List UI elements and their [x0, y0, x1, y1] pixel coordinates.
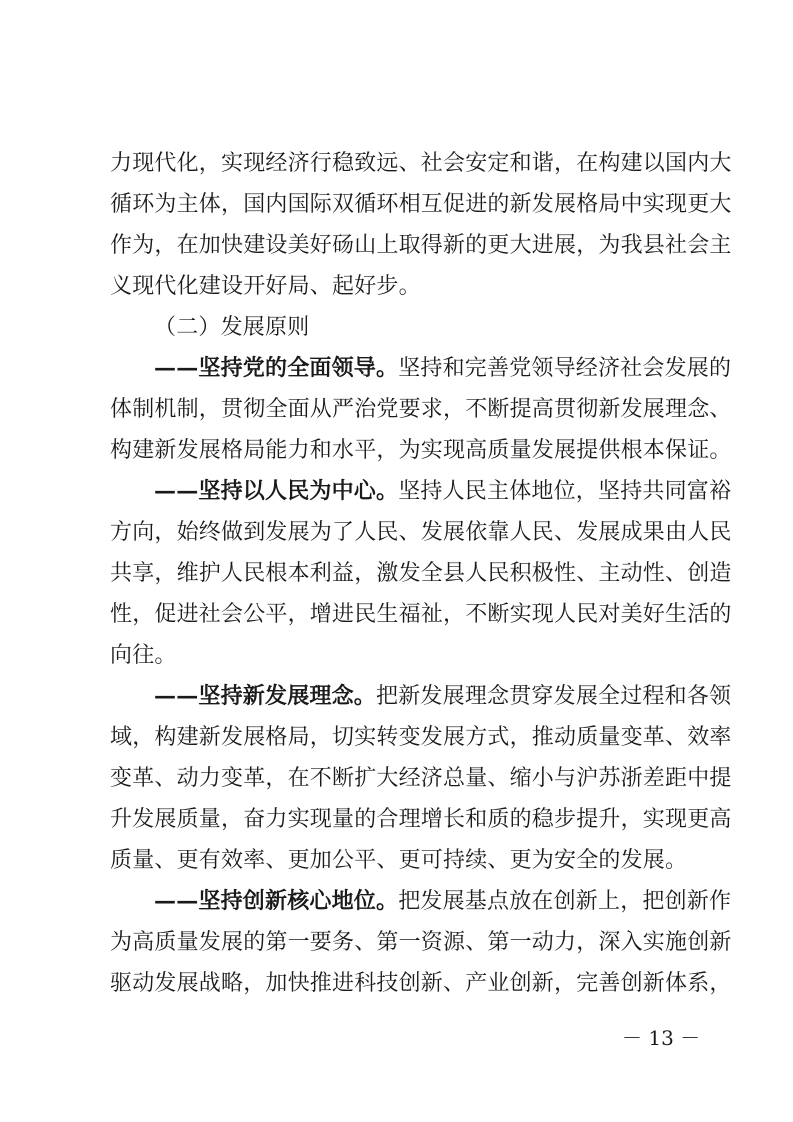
- paragraph-line: 体制机制，贯彻全面从严治党要求，不断提高贯彻新发展理念、: [110, 397, 732, 422]
- principle-title: ——坚持党的全面领导。: [154, 355, 399, 381]
- paragraph-line: 为高质量发展的第一要务、第一资源、第一动力，深入实施创新: [110, 930, 732, 955]
- principle-title: ——坚持创新核心地位。: [154, 888, 399, 914]
- paragraph-line: 驱动发展战略，加快推进科技创新、产业创新，完善创新体系，: [110, 971, 732, 996]
- principle-title: ——坚持新发展理念。: [154, 683, 377, 709]
- page-number: － 13 －: [622, 1026, 701, 1050]
- principle-first-line: [110, 471, 732, 512]
- principle-text: 把发展基点放在创新上，把创新作: [398, 889, 732, 914]
- paragraph-line: 义现代化建设开好局、起好步。: [110, 274, 421, 299]
- paragraph-line: 域，构建新发展格局，切实转变发展方式，推动质量变革、效率: [110, 725, 732, 750]
- paragraph-line: 力现代化，实现经济行稳致远、社会安定和谐，在构建以国内大: [110, 151, 732, 176]
- principle-title: ——坚持以人民为中心。: [154, 478, 399, 504]
- principle-text: 把新发展理念贯穿发展全过程和各领: [376, 684, 732, 709]
- principle-first-line: [110, 881, 732, 922]
- paragraph-line: 质量、更有效率、更加公平、更可持续、更为安全的发展。: [110, 848, 688, 873]
- body-text: [110, 143, 732, 1004]
- paragraph-line: 升发展质量，奋力实现量的合理增长和质的稳步提升，实现更高: [110, 807, 732, 832]
- paragraph-line: 变革、动力变革，在不断扩大经济总量、缩小与沪苏浙差距中提: [110, 766, 732, 791]
- paragraph-line: 方向，始终做到发展为了人民、发展依靠人民、发展成果由人民: [110, 520, 732, 545]
- paragraph-line: 构建新发展格局能力和水平，为实现高质量发展提供根本保证。: [110, 438, 732, 463]
- principle-text: 坚持和完善党领导经济社会发展的: [398, 356, 732, 381]
- principle-first-line: [110, 348, 732, 389]
- principle-first-line: [110, 676, 732, 717]
- section-heading: （二）发展原则: [154, 315, 310, 340]
- paragraph-line: 循环为主体，国内国际双循环相互促进的新发展格局中实现更大: [110, 192, 732, 217]
- paragraph-line: 共享，维护人民根本利益，激发全县人民积极性、主动性、创造: [110, 561, 732, 586]
- principle-text: 坚持人民主体地位，坚持共同富裕: [398, 479, 732, 504]
- paragraph-line: 作为，在加快建设美好砀山上取得新的更大进展，为我县社会主: [110, 233, 732, 258]
- paragraph-line: 向往。: [110, 643, 177, 668]
- paragraph-line: 性，促进社会公平，增进民生福祉，不断实现人民对美好生活的: [110, 602, 732, 627]
